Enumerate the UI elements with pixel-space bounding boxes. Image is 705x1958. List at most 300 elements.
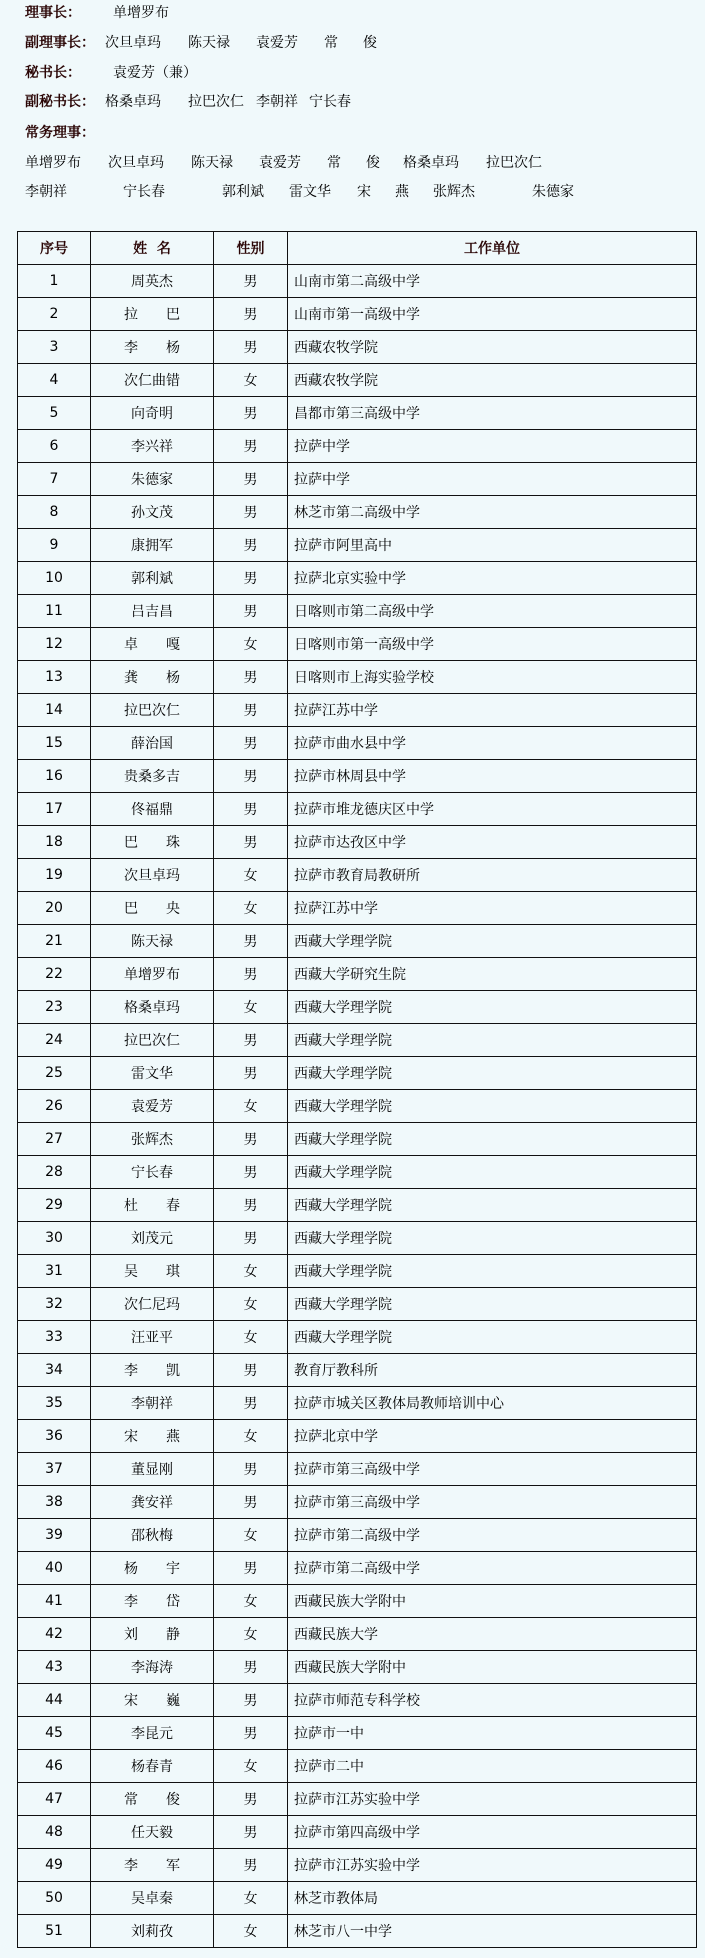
cell-workplace: 拉萨市城关区教体局教师培训中心	[288, 1387, 697, 1420]
cell-workplace: 林芝市八一中学	[288, 1915, 697, 1948]
cell-gender: 男	[214, 1717, 288, 1750]
cell-gender: 男	[214, 1024, 288, 1057]
table-row	[18, 1651, 697, 1684]
officer-name: 宁长春	[309, 94, 351, 110]
cell-workplace: 西藏农牧学院	[288, 331, 697, 364]
cell-gender: 男	[214, 1387, 288, 1420]
cell-name: 张辉杰	[91, 1123, 214, 1156]
vice-chairmen-line	[0, 31, 705, 55]
officer-name: 拉巴次仁	[188, 94, 244, 110]
table-row	[18, 265, 697, 298]
table-row	[18, 1222, 697, 1255]
cell-gender: 男	[214, 1354, 288, 1387]
cell-gender: 女	[214, 1882, 288, 1915]
cell-index: 45	[18, 1717, 91, 1750]
cell-workplace: 拉萨市教育局教研所	[288, 859, 697, 892]
table-row	[18, 562, 697, 595]
table-row	[18, 628, 697, 661]
cell-gender: 男	[214, 1222, 288, 1255]
officer-name: 袁爱芳	[259, 155, 301, 171]
cell-gender: 女	[214, 1519, 288, 1552]
cell-gender: 男	[214, 298, 288, 331]
cell-gender: 女	[214, 1321, 288, 1354]
table-row	[18, 430, 697, 463]
officer-name: 李朝祥	[256, 94, 298, 110]
cell-gender: 男	[214, 265, 288, 298]
table-row	[18, 397, 697, 430]
officer-name: 次旦卓玛	[105, 35, 161, 51]
cell-name: 次仁尼玛	[91, 1288, 214, 1321]
cell-workplace: 拉萨市二中	[288, 1750, 697, 1783]
cell-index: 18	[18, 826, 91, 859]
cell-name: 拉 巴	[91, 298, 214, 331]
cell-name: 格桑卓玛	[91, 991, 214, 1024]
cell-name: 龚 杨	[91, 661, 214, 694]
cell-index: 8	[18, 496, 91, 529]
cell-gender: 女	[214, 1420, 288, 1453]
cell-gender: 男	[214, 1057, 288, 1090]
table-row	[18, 1816, 697, 1849]
cell-name: 李 岱	[91, 1585, 214, 1618]
cell-workplace: 西藏大学理学院	[288, 991, 697, 1024]
cell-gender: 男	[214, 529, 288, 562]
cell-workplace: 拉萨市一中	[288, 1717, 697, 1750]
table-row	[18, 1321, 697, 1354]
header-index: 序号	[18, 232, 91, 265]
cell-workplace: 拉萨市堆龙德庆区中学	[288, 793, 697, 826]
cell-gender: 女	[214, 1090, 288, 1123]
secretary-general-label: 秘书长：	[25, 65, 81, 81]
cell-workplace: 西藏大学理学院	[288, 1123, 697, 1156]
cell-index: 43	[18, 1651, 91, 1684]
cell-workplace: 山南市第二高级中学	[288, 265, 697, 298]
cell-index: 23	[18, 991, 91, 1024]
table-row	[18, 1519, 697, 1552]
officer-name: 陈天禄	[188, 35, 230, 51]
cell-name: 周英杰	[91, 265, 214, 298]
cell-name: 杨 宇	[91, 1552, 214, 1585]
cell-name: 郭利斌	[91, 562, 214, 595]
cell-name: 孙文茂	[91, 496, 214, 529]
cell-workplace: 拉萨市江苏实验中学	[288, 1783, 697, 1816]
cell-workplace: 西藏农牧学院	[288, 364, 697, 397]
officer-name: 拉巴次仁	[486, 155, 542, 171]
table-row	[18, 925, 697, 958]
table-row	[18, 1387, 697, 1420]
cell-index: 1	[18, 265, 91, 298]
table-row	[18, 1684, 697, 1717]
cell-index: 32	[18, 1288, 91, 1321]
cell-index: 24	[18, 1024, 91, 1057]
cell-index: 2	[18, 298, 91, 331]
cell-index: 39	[18, 1519, 91, 1552]
cell-workplace: 拉萨市第三高级中学	[288, 1486, 697, 1519]
cell-name: 任天毅	[91, 1816, 214, 1849]
cell-name: 李 军	[91, 1849, 214, 1882]
standing-directors-line	[0, 121, 705, 145]
table-row	[18, 826, 697, 859]
member-table	[17, 231, 697, 1948]
table-row	[18, 1717, 697, 1750]
officer-name: 李朝祥	[25, 184, 67, 200]
cell-index: 5	[18, 397, 91, 430]
cell-gender: 男	[214, 1849, 288, 1882]
cell-workplace: 西藏大学理学院	[288, 1090, 697, 1123]
cell-workplace: 拉萨市阿里高中	[288, 529, 697, 562]
cell-index: 50	[18, 1882, 91, 1915]
cell-name: 卓 嘎	[91, 628, 214, 661]
table-row	[18, 760, 697, 793]
cell-workplace: 西藏大学理学院	[288, 1057, 697, 1090]
cell-workplace: 拉萨市第二高级中学	[288, 1552, 697, 1585]
cell-name: 龚安祥	[91, 1486, 214, 1519]
cell-workplace: 西藏大学理学院	[288, 1321, 697, 1354]
table-row	[18, 694, 697, 727]
table-row	[18, 1288, 697, 1321]
cell-index: 13	[18, 661, 91, 694]
cell-index: 49	[18, 1849, 91, 1882]
cell-name: 向奇明	[91, 397, 214, 430]
table-row	[18, 1255, 697, 1288]
table-row	[18, 496, 697, 529]
officer-name: 俊	[366, 155, 380, 171]
cell-workplace: 拉萨市第三高级中学	[288, 1453, 697, 1486]
cell-gender: 男	[214, 1552, 288, 1585]
table-row	[18, 1486, 697, 1519]
cell-name: 康拥军	[91, 529, 214, 562]
cell-index: 37	[18, 1453, 91, 1486]
cell-name: 李朝祥	[91, 1387, 214, 1420]
cell-index: 28	[18, 1156, 91, 1189]
cell-index: 29	[18, 1189, 91, 1222]
cell-name: 巴 央	[91, 892, 214, 925]
cell-index: 6	[18, 430, 91, 463]
officer-name: 次旦卓玛	[108, 155, 164, 171]
officer-name: 俊	[363, 35, 377, 51]
cell-gender: 男	[214, 1453, 288, 1486]
table-row	[18, 1453, 697, 1486]
table-row	[18, 364, 697, 397]
cell-gender: 男	[214, 1486, 288, 1519]
cell-name: 刘莉孜	[91, 1915, 214, 1948]
deputy-secretaries-label: 副秘书长：	[25, 94, 95, 110]
table-row	[18, 892, 697, 925]
cell-gender: 男	[214, 595, 288, 628]
cell-gender: 女	[214, 364, 288, 397]
officer-name: 宋	[357, 184, 371, 200]
cell-gender: 男	[214, 496, 288, 529]
cell-workplace: 拉萨北京中学	[288, 1420, 697, 1453]
header-gender: 性别	[214, 232, 288, 265]
officer-name: 燕	[395, 184, 409, 200]
cell-gender: 男	[214, 958, 288, 991]
cell-gender: 女	[214, 1915, 288, 1948]
cell-index: 35	[18, 1387, 91, 1420]
cell-index: 20	[18, 892, 91, 925]
cell-gender: 男	[214, 1189, 288, 1222]
cell-workplace: 拉萨市达孜区中学	[288, 826, 697, 859]
table-row	[18, 1090, 697, 1123]
cell-gender: 男	[214, 1816, 288, 1849]
cell-workplace: 日喀则市第一高级中学	[288, 628, 697, 661]
table-row	[18, 1750, 697, 1783]
table-row	[18, 991, 697, 1024]
cell-name: 吴卓秦	[91, 1882, 214, 1915]
cell-index: 41	[18, 1585, 91, 1618]
cell-workplace: 拉萨市第二高级中学	[288, 1519, 697, 1552]
cell-index: 17	[18, 793, 91, 826]
cell-name: 吴 琪	[91, 1255, 214, 1288]
officer-name: 格桑卓玛	[403, 155, 459, 171]
cell-workplace: 西藏民族大学	[288, 1618, 697, 1651]
cell-index: 36	[18, 1420, 91, 1453]
cell-name: 佟福鼎	[91, 793, 214, 826]
officer-name: 袁爱芳（兼）	[113, 65, 197, 81]
cell-gender: 男	[214, 826, 288, 859]
table-header-row	[18, 232, 697, 265]
cell-name: 杨春青	[91, 1750, 214, 1783]
table-row	[18, 1783, 697, 1816]
cell-workplace: 拉萨市第四高级中学	[288, 1816, 697, 1849]
cell-gender: 女	[214, 1288, 288, 1321]
cell-gender: 男	[214, 397, 288, 430]
cell-gender: 男	[214, 925, 288, 958]
cell-name: 次仁曲错	[91, 364, 214, 397]
cell-index: 12	[18, 628, 91, 661]
cell-workplace: 西藏大学理学院	[288, 1222, 697, 1255]
cell-name: 朱德家	[91, 463, 214, 496]
cell-name: 李 凯	[91, 1354, 214, 1387]
officer-name: 郭利斌	[222, 184, 264, 200]
table-row	[18, 1024, 697, 1057]
table-row	[18, 1585, 697, 1618]
cell-gender: 男	[214, 562, 288, 595]
officer-name: 张辉杰	[433, 184, 475, 200]
cell-name: 贵桑多吉	[91, 760, 214, 793]
header-workplace: 工作单位	[288, 232, 697, 265]
cell-gender: 男	[214, 1123, 288, 1156]
table-row	[18, 1354, 697, 1387]
cell-gender: 男	[214, 331, 288, 364]
secretary-general-line	[0, 61, 705, 85]
cell-gender: 女	[214, 628, 288, 661]
cell-workplace: 西藏大学理学院	[288, 1288, 697, 1321]
officer-name: 朱德家	[532, 184, 574, 200]
cell-index: 34	[18, 1354, 91, 1387]
cell-index: 3	[18, 331, 91, 364]
table-row	[18, 529, 697, 562]
table-row	[18, 1618, 697, 1651]
cell-name: 单增罗布	[91, 958, 214, 991]
table-row	[18, 1420, 697, 1453]
cell-name: 董显刚	[91, 1453, 214, 1486]
cell-name: 拉巴次仁	[91, 1024, 214, 1057]
cell-name: 薛治国	[91, 727, 214, 760]
cell-index: 44	[18, 1684, 91, 1717]
cell-name: 李昆元	[91, 1717, 214, 1750]
standing-directors-label: 常务理事：	[25, 125, 95, 141]
cell-index: 22	[18, 958, 91, 991]
cell-name: 吕吉昌	[91, 595, 214, 628]
cell-workplace: 拉萨市师范专科学校	[288, 1684, 697, 1717]
cell-workplace: 西藏民族大学附中	[288, 1651, 697, 1684]
cell-index: 40	[18, 1552, 91, 1585]
table-row	[18, 727, 697, 760]
officer-name: 格桑卓玛	[105, 94, 161, 110]
cell-name: 宁长春	[91, 1156, 214, 1189]
table-row	[18, 1552, 697, 1585]
table-row	[18, 331, 697, 364]
cell-gender: 男	[214, 1783, 288, 1816]
cell-gender: 男	[214, 793, 288, 826]
cell-gender: 女	[214, 1255, 288, 1288]
cell-index: 15	[18, 727, 91, 760]
cell-name: 次旦卓玛	[91, 859, 214, 892]
cell-gender: 女	[214, 892, 288, 925]
cell-index: 42	[18, 1618, 91, 1651]
cell-index: 51	[18, 1915, 91, 1948]
officer-name: 单增罗布	[25, 155, 81, 171]
cell-name: 宋 燕	[91, 1420, 214, 1453]
cell-index: 16	[18, 760, 91, 793]
cell-workplace: 山南市第一高级中学	[288, 298, 697, 331]
cell-index: 30	[18, 1222, 91, 1255]
cell-gender: 男	[214, 727, 288, 760]
cell-workplace: 林芝市第二高级中学	[288, 496, 697, 529]
cell-gender: 女	[214, 991, 288, 1024]
cell-index: 33	[18, 1321, 91, 1354]
deputy-secretaries-line	[0, 90, 705, 114]
cell-gender: 男	[214, 1156, 288, 1189]
table-row	[18, 1882, 697, 1915]
standing-directors-row-2	[0, 180, 705, 204]
table-row	[18, 463, 697, 496]
cell-name: 李 杨	[91, 331, 214, 364]
cell-index: 25	[18, 1057, 91, 1090]
cell-name: 拉巴次仁	[91, 694, 214, 727]
officer-name: 常	[324, 35, 338, 51]
cell-name: 陈天禄	[91, 925, 214, 958]
cell-workplace: 拉萨市林周县中学	[288, 760, 697, 793]
cell-workplace: 拉萨江苏中学	[288, 892, 697, 925]
table-row	[18, 1123, 697, 1156]
cell-gender: 男	[214, 430, 288, 463]
cell-index: 10	[18, 562, 91, 595]
cell-gender: 女	[214, 1618, 288, 1651]
cell-workplace: 西藏大学理学院	[288, 1189, 697, 1222]
cell-workplace: 林芝市教体局	[288, 1882, 697, 1915]
cell-name: 袁爱芳	[91, 1090, 214, 1123]
cell-workplace: 西藏大学研究生院	[288, 958, 697, 991]
cell-index: 27	[18, 1123, 91, 1156]
cell-name: 李兴祥	[91, 430, 214, 463]
cell-name: 杜 春	[91, 1189, 214, 1222]
cell-gender: 男	[214, 661, 288, 694]
cell-name: 汪亚平	[91, 1321, 214, 1354]
cell-name: 宋 巍	[91, 1684, 214, 1717]
table-row	[18, 1189, 697, 1222]
officer-name: 常	[327, 155, 341, 171]
cell-workplace: 拉萨江苏中学	[288, 694, 697, 727]
chairman-label: 理事长：	[25, 5, 81, 21]
cell-index: 47	[18, 1783, 91, 1816]
cell-index: 31	[18, 1255, 91, 1288]
officer-name: 陈天禄	[191, 155, 233, 171]
cell-index: 46	[18, 1750, 91, 1783]
cell-index: 4	[18, 364, 91, 397]
cell-gender: 男	[214, 760, 288, 793]
table-row	[18, 298, 697, 331]
table-row	[18, 1156, 697, 1189]
chairman-line	[0, 1, 705, 25]
vice-chairmen-label: 副理事长：	[25, 35, 95, 51]
table-row	[18, 661, 697, 694]
cell-workplace: 西藏民族大学附中	[288, 1585, 697, 1618]
officer-name: 宁长春	[123, 184, 165, 200]
cell-workplace: 西藏大学理学院	[288, 925, 697, 958]
header-name: 姓 名	[91, 232, 214, 265]
cell-name: 邵秋梅	[91, 1519, 214, 1552]
table-row	[18, 1849, 697, 1882]
cell-workplace: 日喀则市第二高级中学	[288, 595, 697, 628]
cell-workplace: 西藏大学理学院	[288, 1156, 697, 1189]
cell-gender: 女	[214, 1585, 288, 1618]
cell-workplace: 拉萨北京实验中学	[288, 562, 697, 595]
cell-name: 巴 珠	[91, 826, 214, 859]
officer-name: 袁爱芳	[256, 35, 298, 51]
cell-workplace: 教育厅教科所	[288, 1354, 697, 1387]
cell-name: 李海涛	[91, 1651, 214, 1684]
cell-name: 雷文华	[91, 1057, 214, 1090]
cell-gender: 女	[214, 859, 288, 892]
cell-name: 刘茂元	[91, 1222, 214, 1255]
cell-workplace: 拉萨市曲水县中学	[288, 727, 697, 760]
cell-gender: 女	[214, 1750, 288, 1783]
cell-index: 26	[18, 1090, 91, 1123]
cell-index: 11	[18, 595, 91, 628]
cell-workplace: 西藏大学理学院	[288, 1255, 697, 1288]
cell-index: 19	[18, 859, 91, 892]
table-row	[18, 1057, 697, 1090]
cell-workplace: 拉萨市江苏实验中学	[288, 1849, 697, 1882]
cell-workplace: 西藏大学理学院	[288, 1024, 697, 1057]
cell-workplace: 日喀则市上海实验学校	[288, 661, 697, 694]
cell-gender: 男	[214, 1684, 288, 1717]
table-row	[18, 793, 697, 826]
cell-workplace: 拉萨中学	[288, 463, 697, 496]
cell-workplace: 拉萨中学	[288, 430, 697, 463]
cell-name: 刘 静	[91, 1618, 214, 1651]
cell-gender: 男	[214, 694, 288, 727]
table-row	[18, 859, 697, 892]
table-row	[18, 1915, 697, 1948]
table-row	[18, 595, 697, 628]
cell-workplace: 昌都市第三高级中学	[288, 397, 697, 430]
cell-index: 21	[18, 925, 91, 958]
cell-index: 14	[18, 694, 91, 727]
cell-index: 9	[18, 529, 91, 562]
cell-index: 7	[18, 463, 91, 496]
cell-gender: 男	[214, 463, 288, 496]
officer-name: 雷文华	[289, 184, 331, 200]
standing-directors-row-1	[0, 151, 705, 175]
cell-index: 38	[18, 1486, 91, 1519]
table-row	[18, 958, 697, 991]
cell-index: 48	[18, 1816, 91, 1849]
cell-gender: 男	[214, 1651, 288, 1684]
officer-name: 单增罗布	[113, 5, 169, 21]
cell-name: 常 俊	[91, 1783, 214, 1816]
